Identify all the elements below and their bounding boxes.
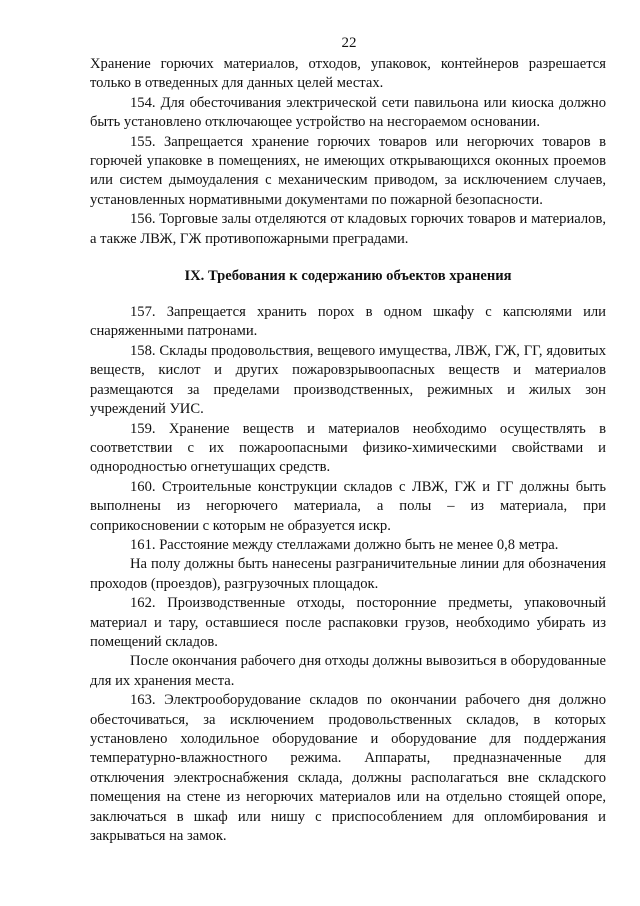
paragraph-162-continued: После окончания рабочего дня отходы должны вывозиться в оборудованные для их хранения места. [90,653,606,689]
paragraph-158: 158. Склады продовольствия, вещевого имущества, ЛВЖ, ГЖ, ГГ, ядовитых веществ, кислот и других пожаровзрывоопасных веществ и материалов размещаются за пределами производственных, режимных и жилых зон учреждений УИС. [90,342,606,418]
paragraph-161-continued: На полу должны быть нанесены разграничительные линии для обозначения проходов (проездов), разгрузочных площадок. [90,556,606,592]
paragraph-159: 159. Хранение веществ и материалов необходимо осуществлять в соответствии с их пожароопасными физико-химическими свойствами и однородностью огнетушащих средств. [90,420,606,476]
page-number: 22 [341,35,357,51]
paragraphs-before-heading [90,55,606,249]
document-page [90,34,606,846]
paragraph-163: 163. Электрооборудование складов по окончании рабочего дня должно обесточиваться, за исключением продовольственных складов, в которых установлено холодильное оборудование и оборудование для поддержания температурно-влажностного режима. Аппараты, предназначенные для отключения электроснабжения склада, должны располагаться вне складского помещения на стене из негорючих материалов или на отдельно стоящей опоре, заключаться в шкаф или нишу с приспособлением для опломбирования и закрываться на замок. [90,692,606,845]
paragraph-156: 156. Торговые залы отделяются от кладовых горючих товаров и материалов, а также ЛВЖ, ГЖ противопожарными преградами. [90,211,606,247]
paragraph-155: 155. Запрещается хранение горючих товаров или негорючих товаров в горючей упаковке в помещениях, не имеющих открывающихся оконных проемов или систем дымоудаления с механическим приводом, за исключением случаев, установленных нормативными документами по пожарной безопасности. [90,133,606,208]
paragraph-160: 160. Строительные конструкции складов с ЛВЖ, ГЖ и ГГ должны быть выполнены из негорючего материала, а полы – из материала, при соприкосновении с которым не образуется искр. [90,478,606,534]
paragraphs-after-heading [90,303,606,846]
paragraph-162: 162. Производственные отходы, посторонние предметы, упаковочный материал и тару, оставшиеся после распаковки грузов, необходимо убирать из помещений складов. [90,595,606,650]
paragraph-157: 157. Запрещается хранить порох в одном шкафу с капсюлями или снаряженными патронами. [90,304,606,340]
paragraph-161: 161. Расстояние между стеллажами должно быть не менее 0,8 метра. [130,536,559,553]
paragraph: Хранение горючих материалов, отходов, упаковок, контейнеров разрешается только в отведенных для данных целей местах. [90,56,606,92]
paragraph-154: 154. Для обесточивания электрической сети павильона или киоска должно быть установлено отключающее устройство на несгораемом основании. [90,94,606,131]
section-heading: IX. Требования к содержанию объектов хранения [184,268,512,285]
